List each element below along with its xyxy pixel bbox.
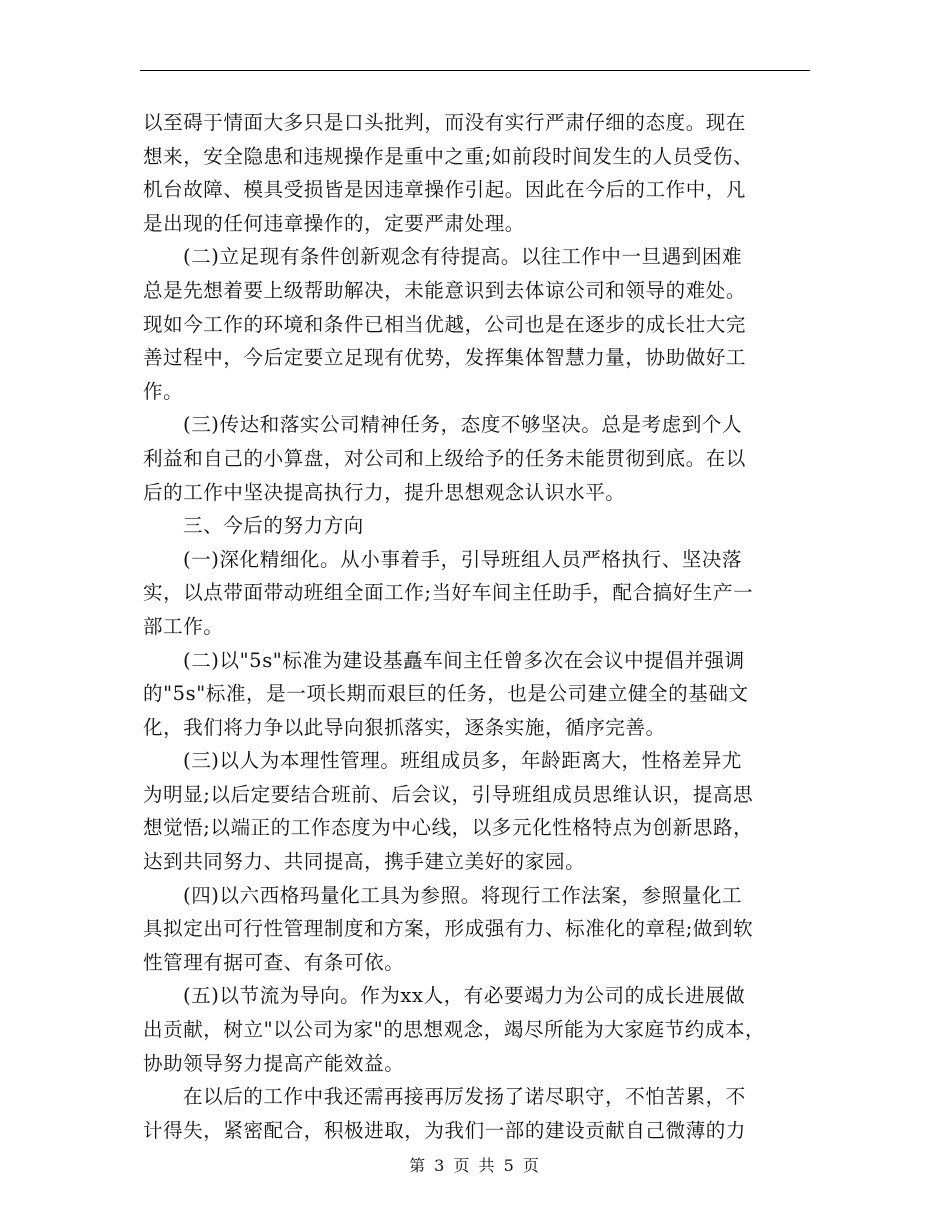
header-rule (140, 70, 810, 71)
text-line: 计得失，紧密配合，积极进取，为我们一部的建设贡献自己微薄的力 (143, 1118, 747, 1142)
text-line: (二)以"5s"标准为建设基矗车间主任曾多次在会议中提倡并强调 (183, 648, 745, 672)
text-line: 想觉悟;以端正的工作态度为中心线，以多元化性格特点为创新思路， (143, 816, 754, 840)
text-line: 以至碍于情面大多只是口头批判，而没有实行严肃仔细的态度。现在 (143, 111, 747, 134)
text-line: 部工作。 (143, 614, 224, 638)
text-line: (三)以人为本理性管理。班组成员多，年龄距离大，性格差异尤 (183, 749, 743, 773)
text-line: 协助领导努力提高产能效益。 (143, 1051, 405, 1075)
text-line: 总是先想着要上级帮助解决，未能意识到去体谅公司和领导的难处。 (143, 278, 747, 302)
text-line: 实，以点带面带动班组全面工作;当好车间主任助手，配合搞好生产一 (143, 581, 754, 605)
text-line: 的"5s"标准，是一项长期而艰巨的任务，也是公司建立健全的基础文 (143, 682, 749, 706)
text-line: 具拟定出可行性管理制度和方案，形成强有力、标准化的章程;做到软 (143, 917, 754, 941)
text-line: 机台故障、模具受损皆是因违章操作引起。因此在今后的工作中，凡 (143, 178, 747, 202)
text-line: 三、今后的努力方向 (183, 514, 364, 538)
text-line: 想来，安全隐患和违规操作是重中之重;如前段时间发生的人员受伤、 (143, 144, 754, 168)
text-line: (二)立足现有条件创新观念有待提高。以往工作中一旦遇到困难 (183, 245, 743, 269)
text-line: 利益和自己的小算盘，对公司和上级给予的任务未能贯彻到底。在以 (143, 446, 747, 470)
text-line: 善过程中，今后定要立足现有优势，发挥集体智慧力量，协助做好工 (143, 346, 747, 370)
text-line: (五)以节流为导向。作为xx人，有必要竭力为公司的成长进展做 (183, 984, 746, 1008)
text-line: 在以后的工作中我还需再接再厉发扬了诺尽职守，不怕苦累，不 (183, 1085, 746, 1109)
text-line: 达到共同努力、共同提高，携手建立美好的家园。 (143, 850, 586, 874)
text-line: 化，我们将力争以此导向狠抓落实，逐条实施，循序完善。 (143, 715, 666, 739)
text-line: 是出现的任何违章操作的，定要严肃处理。 (143, 211, 525, 235)
text-line: 作。 (143, 379, 184, 403)
text-line: (三)传达和落实公司精神任务，态度不够坚决。总是考虑到个人 (183, 413, 743, 437)
text-line: 性管理有据可查、有条可依。 (143, 950, 405, 974)
text-line: 现如今工作的环境和条件已相当优越，公司也是在逐步的成长壮大完 (143, 312, 747, 336)
text-line: 后的工作中坚决提高执行力，提升思想观念认识水平。 (143, 480, 626, 504)
document-body (143, 106, 810, 1147)
page-number: 第 3 页 共 5 页 (409, 1156, 541, 1175)
text-line: (一)深化精细化。从小事着手，引导班组人员严格执行、坚决落 (183, 547, 743, 571)
text-line: (四)以六西格玛量化工具为参照。将现行工作法案，参照量化工 (183, 883, 743, 907)
text-line: 为明显;以后定要结合班前、后会议，引导班组成员思维认识，提高思 (143, 782, 754, 806)
text-line: 出贡献，树立"以公司为家"的思想观念，竭尽所能为大家庭节约成本， (143, 1018, 766, 1042)
